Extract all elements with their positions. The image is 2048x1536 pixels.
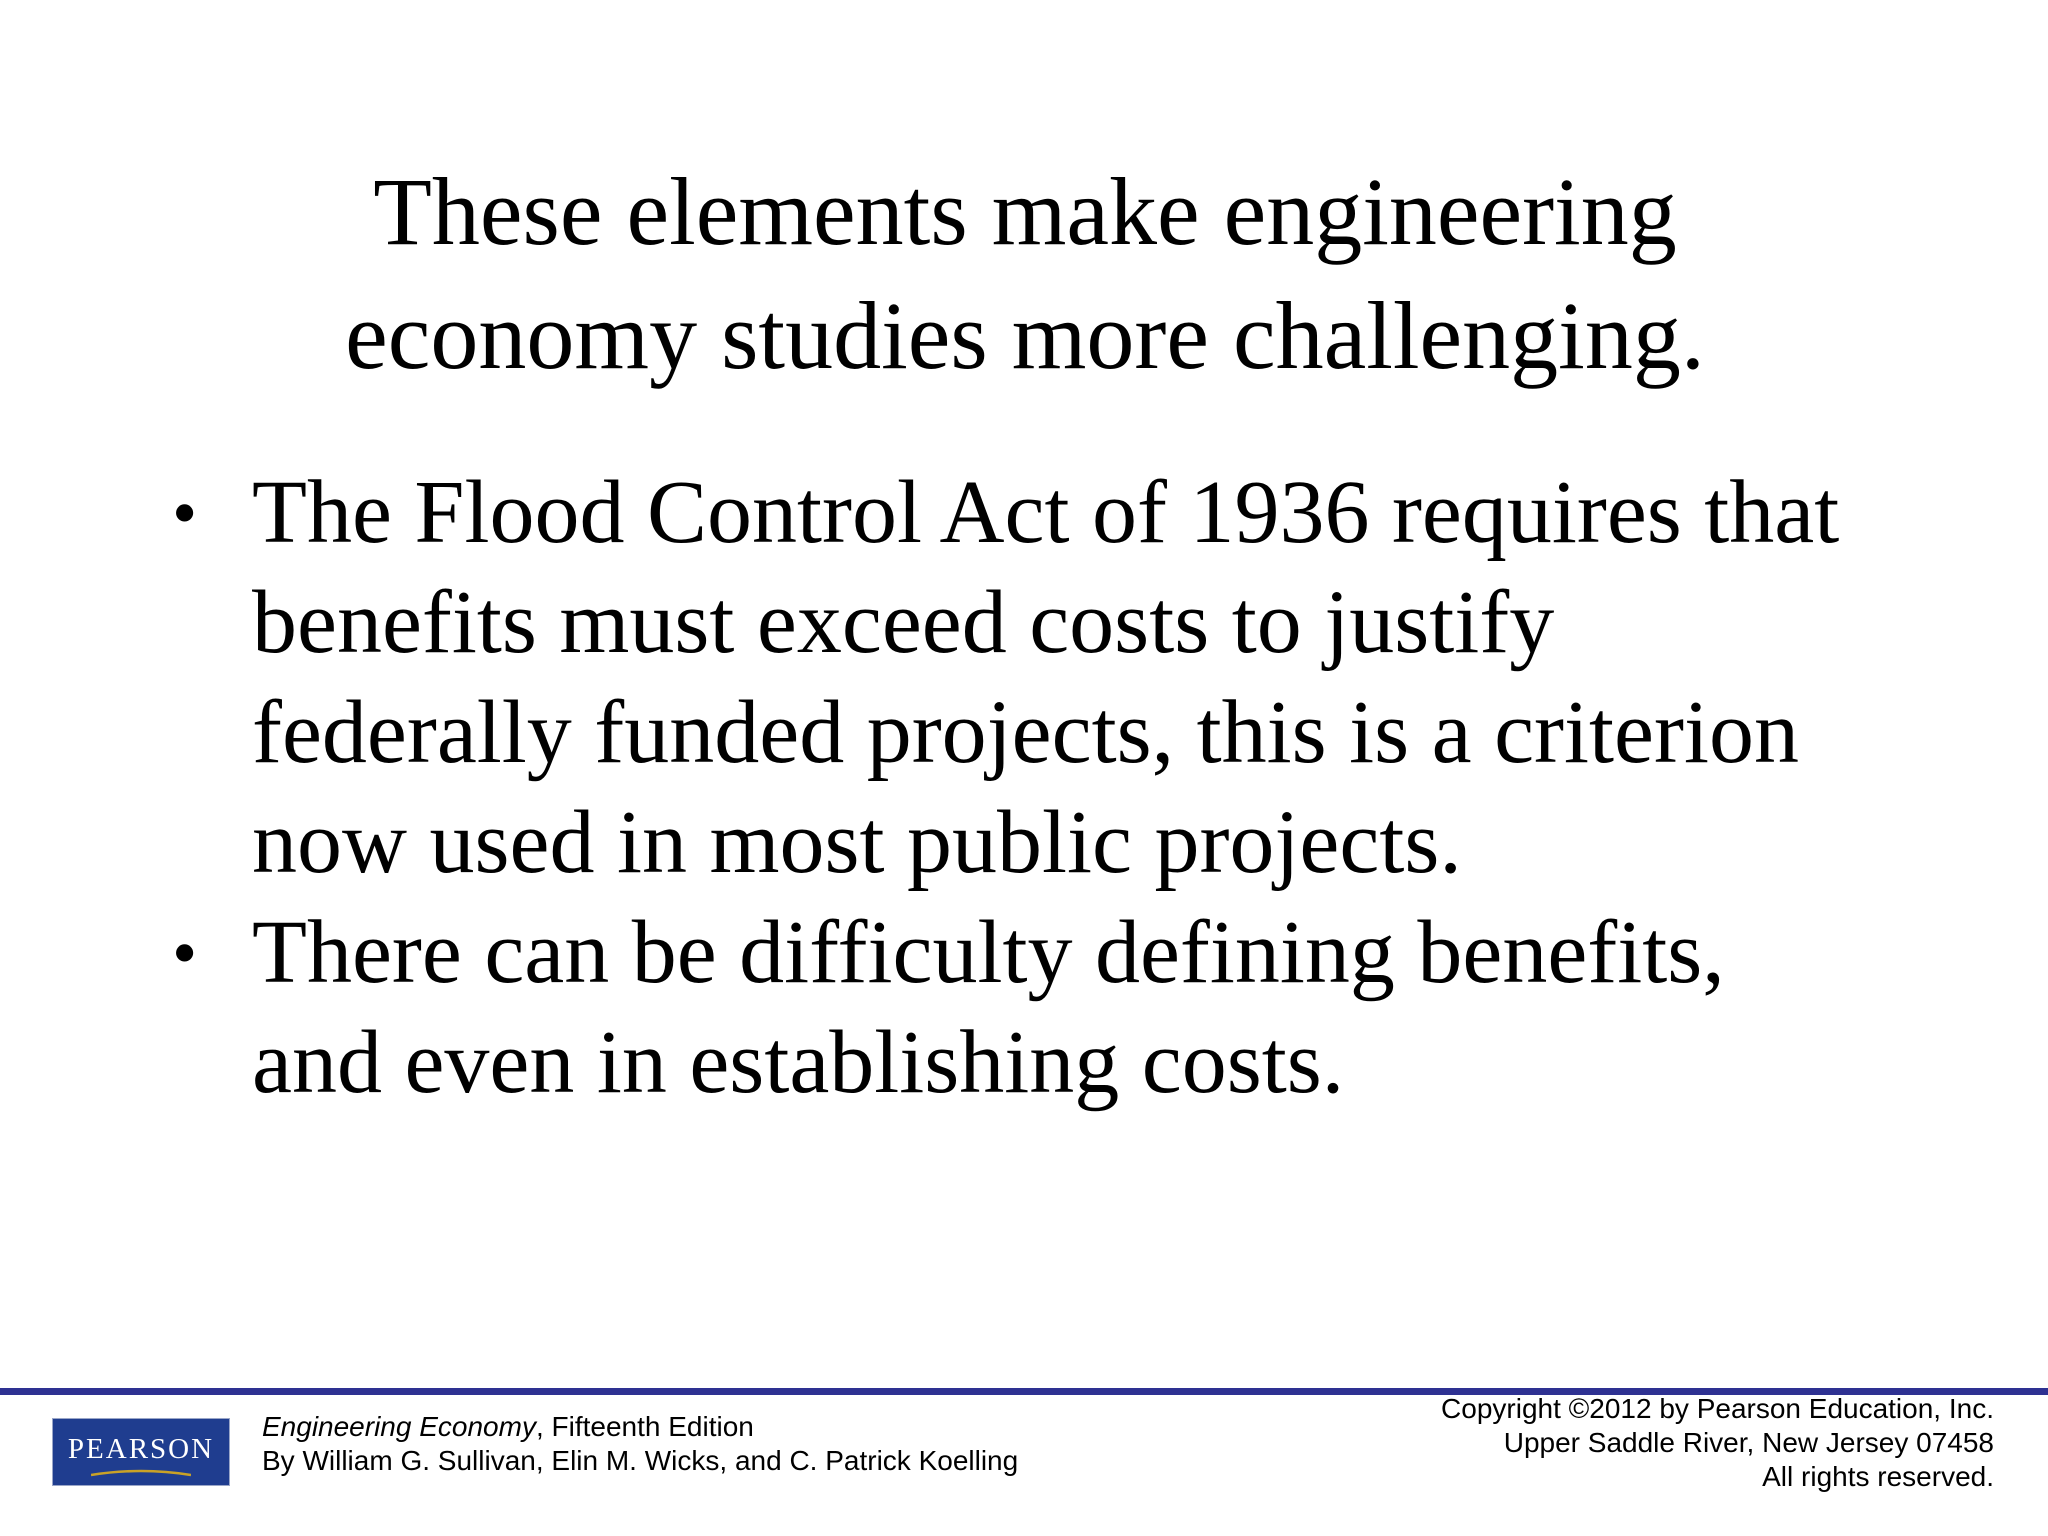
- bullet-item: [170, 898, 1930, 1118]
- slide-title: [160, 150, 1890, 398]
- book-title-row: [262, 1410, 1018, 1444]
- slide-title-line: These elements make engineering: [373, 158, 1677, 265]
- bullet-text-line: benefits must exceed costs to justify: [252, 573, 1555, 672]
- copyright-notice: [1441, 1392, 1994, 1494]
- book-title: Engineering Economy: [262, 1411, 536, 1442]
- bullet-text-line: There can be difficulty defining benefits,: [252, 903, 1725, 1002]
- copyright-line: All rights reserved.: [1762, 1461, 1994, 1492]
- bullet-text-line: The Flood Control Act of 1936 requires that: [252, 463, 1840, 562]
- logo-swoosh-icon: [91, 1469, 191, 1477]
- bullet-text-line: and even in establishing costs.: [252, 1013, 1345, 1112]
- bullet-list: [170, 458, 1930, 1118]
- book-edition: , Fifteenth Edition: [535, 1411, 754, 1442]
- bullet-text-line: federally funded projects, this is a criterion: [252, 683, 1799, 782]
- bullet-text-line: now used in most public projects.: [252, 793, 1462, 892]
- book-authors: By William G. Sullivan, Elin M. Wicks, and C. Patrick Koelling: [262, 1445, 1019, 1476]
- copyright-line: Copyright ©2012 by Pearson Education, Inc.: [1441, 1393, 1994, 1424]
- copyright-line: Upper Saddle River, New Jersey 07458: [1503, 1427, 1994, 1458]
- book-info: [262, 1410, 1018, 1478]
- bullet-marker: •: [172, 473, 198, 553]
- logo-wordmark: PEARSON: [67, 1433, 215, 1465]
- bullet-marker: •: [172, 913, 198, 993]
- pearson-logo: [52, 1418, 230, 1486]
- slide-title-line: economy studies more challenging.: [345, 282, 1705, 389]
- bullet-item: [170, 458, 1930, 898]
